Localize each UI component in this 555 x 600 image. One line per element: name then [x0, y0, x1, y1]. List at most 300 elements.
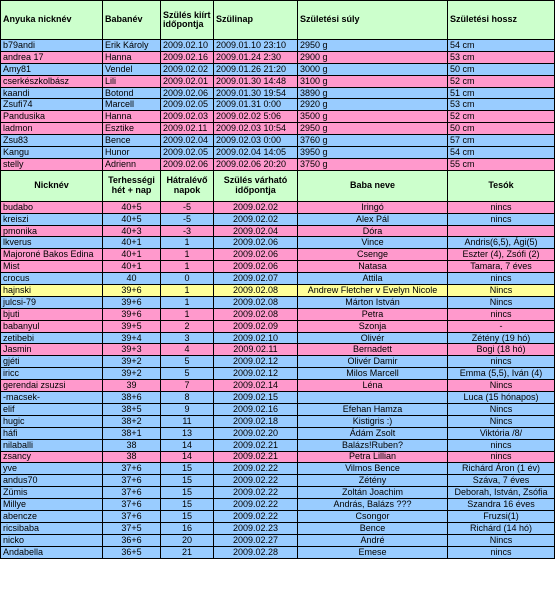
cell-days-left: 21 [161, 546, 214, 558]
cell-birth-length: 50 cm [448, 63, 555, 75]
cell-siblings: Nincs [448, 403, 555, 415]
cell-expected-date: 2009.02.08 [214, 308, 298, 320]
cell-baby-name: Iringó [298, 201, 448, 213]
cell-siblings: Andris(6,5), Ági(5) [448, 237, 555, 249]
cell-pregnancy-week: 38+1 [103, 427, 161, 439]
cell-nickname: nilaballi [1, 439, 103, 451]
cell-nickname: crocus [1, 273, 103, 285]
cell-baby-name: Milos Marcell [298, 368, 448, 380]
cell-baby-name: Hanna [103, 111, 161, 123]
table-row [1, 415, 555, 427]
table-row [1, 273, 555, 285]
header-pregnancy-week: Terhességi hét + nap [103, 170, 161, 201]
cell-birth-length: 50 cm [448, 123, 555, 135]
cell-nickname: Zümis [1, 487, 103, 499]
table-row [1, 320, 555, 332]
cell-days-left: -5 [161, 201, 214, 213]
cell-birthday: 2009.02.03 10:54 [214, 123, 298, 135]
cell-expected-date: 2009.02.09 [214, 320, 298, 332]
cell-due-date: 2009.02.06 [161, 158, 214, 170]
cell-baby-name: Vendel [103, 63, 161, 75]
cell-pregnancy-week: 38+6 [103, 392, 161, 404]
cell-pregnancy-week: 40+1 [103, 249, 161, 261]
cell-mother-nick: Zsufi74 [1, 99, 103, 111]
cell-baby-name: Adrienn [103, 158, 161, 170]
cell-baby-name: Erik Károly [103, 40, 161, 52]
table-row [1, 499, 555, 511]
table-row [1, 261, 555, 273]
cell-baby-name: Léna [298, 380, 448, 392]
cell-pregnancy-week: 37+6 [103, 463, 161, 475]
cell-nickname: hajnski [1, 285, 103, 297]
cell-pregnancy-week: 37+6 [103, 499, 161, 511]
cell-baby-name: Emese [298, 546, 448, 558]
cell-birthday: 2009.01.30 14:48 [214, 75, 298, 87]
cell-nickname: Millye [1, 499, 103, 511]
cell-birthday: 2009.02.02 5:06 [214, 111, 298, 123]
cell-siblings: nincs [448, 308, 555, 320]
cell-due-date: 2009.02.04 [161, 135, 214, 147]
cell-nickname: zsancy [1, 451, 103, 463]
cell-nickname: nicko [1, 534, 103, 546]
cell-baby-name: Szonja [298, 320, 448, 332]
cell-pregnancy-week: 39+4 [103, 332, 161, 344]
cell-siblings: nincs [448, 546, 555, 558]
cell-nickname: iricc [1, 368, 103, 380]
cell-mother-nick: b79andi [1, 40, 103, 52]
cell-siblings: Szandra 16 éves [448, 499, 555, 511]
cell-expected-date: 2009.02.22 [214, 463, 298, 475]
cell-nickname: Jasmin [1, 344, 103, 356]
cell-mother-nick: cserkészkolbász [1, 75, 103, 87]
cell-pregnancy-week: 40+5 [103, 213, 161, 225]
cell-baby-name: Ádám Zsolt [298, 427, 448, 439]
cell-birth-weight: 3760 g [298, 135, 448, 147]
cell-siblings: Luca (15 hónapos) [448, 392, 555, 404]
cell-pregnancy-week: 40+1 [103, 237, 161, 249]
cell-nickname: babanyul [1, 320, 103, 332]
cell-baby-name: Bernadett [298, 344, 448, 356]
cell-birthday: 2009.01.26 21:20 [214, 63, 298, 75]
cell-siblings: Nincs [448, 534, 555, 546]
cell-pregnancy-week: 39+6 [103, 296, 161, 308]
cell-birth-length: 54 cm [448, 147, 555, 159]
cell-due-date: 2009.02.11 [161, 123, 214, 135]
cell-days-left: 1 [161, 249, 214, 261]
cell-birth-weight: 3750 g [298, 158, 448, 170]
cell-days-left: 15 [161, 475, 214, 487]
cell-baby-name: Olivér [298, 332, 448, 344]
cell-nickname: abencze [1, 510, 103, 522]
cell-siblings: Viktória /8/ [448, 427, 555, 439]
cell-nickname: Andabella [1, 546, 103, 558]
cell-baby-name: Bence [103, 135, 161, 147]
table-row [1, 380, 555, 392]
header-nickname: Nicknév [1, 170, 103, 201]
table-row [1, 111, 555, 123]
cell-baby-name: Vince [298, 237, 448, 249]
cell-expected-date: 2009.02.28 [214, 546, 298, 558]
born-table-header-row [1, 1, 555, 40]
cell-pregnancy-week: 37+6 [103, 510, 161, 522]
table-row [1, 392, 555, 404]
cell-days-left: 5 [161, 368, 214, 380]
cell-nickname: budabo [1, 201, 103, 213]
cell-days-left: 7 [161, 380, 214, 392]
cell-baby-name: Csenge [298, 249, 448, 261]
cell-birth-length: 51 cm [448, 87, 555, 99]
cell-expected-date: 2009.02.08 [214, 296, 298, 308]
cell-due-date: 2009.02.06 [161, 87, 214, 99]
cell-birthday: 2009.01.30 19:54 [214, 87, 298, 99]
cell-pregnancy-week: 39+2 [103, 356, 161, 368]
cell-due-date: 2009.02.05 [161, 147, 214, 159]
cell-mother-nick: kaandi [1, 87, 103, 99]
table-row [1, 158, 555, 170]
table-row [1, 63, 555, 75]
table-row [1, 296, 555, 308]
cell-baby-name: Attila [298, 273, 448, 285]
cell-nickname: Mist [1, 261, 103, 273]
cell-expected-date: 2009.02.22 [214, 475, 298, 487]
cell-birthday: 2009.02.03 0:00 [214, 135, 298, 147]
cell-siblings: Fruzsi(1) [448, 510, 555, 522]
cell-baby-name: Andrew Fletcher v Evelyn Nicole [298, 285, 448, 297]
cell-siblings: nincs [448, 213, 555, 225]
cell-expected-date: 2009.02.04 [214, 225, 298, 237]
cell-expected-date: 2009.02.12 [214, 356, 298, 368]
cell-nickname: ricsibaba [1, 522, 103, 534]
cell-baby-name: Marcell [103, 99, 161, 111]
cell-baby-name: Lili [103, 75, 161, 87]
table-row [1, 546, 555, 558]
cell-pregnancy-week: 37+6 [103, 487, 161, 499]
table-row [1, 534, 555, 546]
born-babies-table [0, 0, 555, 171]
cell-due-date: 2009.02.16 [161, 51, 214, 63]
cell-birth-weight: 3500 g [298, 111, 448, 123]
table-row [1, 51, 555, 63]
cell-days-left: 1 [161, 285, 214, 297]
cell-baby-name: Botond [103, 87, 161, 99]
cell-baby-name: Csongor [298, 510, 448, 522]
cell-siblings: nincs [448, 273, 555, 285]
cell-expected-date: 2009.02.02 [214, 201, 298, 213]
cell-siblings: Nincs [448, 285, 555, 297]
cell-expected-date: 2009.02.21 [214, 451, 298, 463]
header-days-left: Hátralévő napok [161, 170, 214, 201]
cell-due-date: 2009.02.10 [161, 40, 214, 52]
cell-siblings: nincs [448, 356, 555, 368]
cell-nickname: gerendai zsuzsi [1, 380, 103, 392]
cell-baby-name: Alex Pál [298, 213, 448, 225]
cell-days-left: 1 [161, 237, 214, 249]
cell-expected-date: 2009.02.02 [214, 213, 298, 225]
cell-nickname: pmonika [1, 225, 103, 237]
cell-pregnancy-week: 39 [103, 380, 161, 392]
table-row [1, 368, 555, 380]
cell-birthday: 2009.01.24 2:30 [214, 51, 298, 63]
cell-days-left: 20 [161, 534, 214, 546]
cell-expected-date: 2009.02.06 [214, 261, 298, 273]
table-row [1, 451, 555, 463]
cell-birth-weight: 3100 g [298, 75, 448, 87]
table-row [1, 439, 555, 451]
table-row [1, 87, 555, 99]
cell-expected-date: 2009.02.06 [214, 237, 298, 249]
cell-nickname: háfi [1, 427, 103, 439]
header-baby-name: Baba neve [298, 170, 448, 201]
table-row [1, 356, 555, 368]
table-row [1, 147, 555, 159]
cell-birth-length: 53 cm [448, 51, 555, 63]
cell-pregnancy-week: 38+5 [103, 403, 161, 415]
cell-baby-name: Petra [298, 308, 448, 320]
cell-pregnancy-week: 39+6 [103, 285, 161, 297]
cell-nickname: hugic [1, 415, 103, 427]
cell-baby-name: Márton István [298, 296, 448, 308]
cell-birth-length: 57 cm [448, 135, 555, 147]
cell-siblings: Nincs [448, 415, 555, 427]
cell-pregnancy-week: 40+5 [103, 201, 161, 213]
header-birthday: Szülinap [214, 1, 298, 40]
header-expected-date: Szülés várható időpontja [214, 170, 298, 201]
cell-expected-date: 2009.02.15 [214, 392, 298, 404]
cell-birth-weight: 3890 g [298, 87, 448, 99]
table-row [1, 475, 555, 487]
expected-babies-table [0, 170, 555, 559]
cell-pregnancy-week: 39+6 [103, 308, 161, 320]
cell-siblings: Bogi (18 hó) [448, 344, 555, 356]
cell-expected-date: 2009.02.21 [214, 439, 298, 451]
cell-baby-name: Olivér Damir [298, 356, 448, 368]
cell-birth-weight: 3000 g [298, 63, 448, 75]
cell-nickname: Majoroné Bakos Edina [1, 249, 103, 261]
cell-siblings: nincs [448, 201, 555, 213]
cell-baby-name: Petra Lillian [298, 451, 448, 463]
cell-pregnancy-week: 39+3 [103, 344, 161, 356]
cell-siblings: nincs [448, 439, 555, 451]
cell-mother-nick: Amy81 [1, 63, 103, 75]
cell-expected-date: 2009.02.22 [214, 510, 298, 522]
cell-days-left: 16 [161, 522, 214, 534]
table-row [1, 522, 555, 534]
cell-pregnancy-week: 38 [103, 451, 161, 463]
cell-expected-date: 2009.02.27 [214, 534, 298, 546]
cell-baby-name: Balázs!Ruben? [298, 439, 448, 451]
cell-due-date: 2009.02.03 [161, 111, 214, 123]
cell-expected-date: 2009.02.08 [214, 285, 298, 297]
cell-birth-length: 52 cm [448, 75, 555, 87]
cell-days-left: 1 [161, 261, 214, 273]
cell-expected-date: 2009.02.16 [214, 403, 298, 415]
table-row [1, 75, 555, 87]
cell-expected-date: 2009.02.22 [214, 499, 298, 511]
cell-days-left: -5 [161, 213, 214, 225]
table-row [1, 225, 555, 237]
cell-baby-name: Zétény [298, 475, 448, 487]
cell-birth-weight: 2950 g [298, 123, 448, 135]
cell-nickname: andus70 [1, 475, 103, 487]
table-row [1, 123, 555, 135]
cell-pregnancy-week: 37+6 [103, 475, 161, 487]
cell-birth-weight: 3950 g [298, 147, 448, 159]
cell-baby-name: Efehan Hamza [298, 403, 448, 415]
cell-birth-length: 54 cm [448, 40, 555, 52]
cell-baby-name: Bence [298, 522, 448, 534]
cell-due-date: 2009.02.05 [161, 99, 214, 111]
header-baby-name: Babanév [103, 1, 161, 40]
cell-pregnancy-week: 39+5 [103, 320, 161, 332]
expected-table-header-row [1, 170, 555, 201]
cell-birth-length: 52 cm [448, 111, 555, 123]
cell-birth-length: 55 cm [448, 158, 555, 170]
cell-siblings: Richárd (14 hó) [448, 522, 555, 534]
cell-days-left: 11 [161, 415, 214, 427]
cell-pregnancy-week: 36+5 [103, 546, 161, 558]
cell-days-left: 9 [161, 403, 214, 415]
cell-baby-name [298, 392, 448, 404]
cell-nickname: lkverus [1, 237, 103, 249]
cell-siblings: Eszter (4), Zsófi (2) [448, 249, 555, 261]
table-row [1, 201, 555, 213]
table-row [1, 332, 555, 344]
header-birth-length: Születési hossz [448, 1, 555, 40]
cell-nickname: -macsek- [1, 392, 103, 404]
cell-baby-name: Natasa [298, 261, 448, 273]
table-row [1, 237, 555, 249]
table-row [1, 403, 555, 415]
cell-mother-nick: stelly [1, 158, 103, 170]
cell-siblings: Deborah, István, Zsófia [448, 487, 555, 499]
cell-birthday: 2009.01.31 0:00 [214, 99, 298, 111]
table-row [1, 40, 555, 52]
cell-days-left: 13 [161, 427, 214, 439]
cell-siblings: nincs [448, 451, 555, 463]
cell-expected-date: 2009.02.14 [214, 380, 298, 392]
cell-baby-name: Esztike [103, 123, 161, 135]
cell-mother-nick: andrea 17 [1, 51, 103, 63]
cell-nickname: elif [1, 403, 103, 415]
cell-baby-name: André [298, 534, 448, 546]
cell-pregnancy-week: 36+6 [103, 534, 161, 546]
cell-days-left: 1 [161, 296, 214, 308]
cell-mother-nick: Zsu83 [1, 135, 103, 147]
cell-pregnancy-week: 37+5 [103, 522, 161, 534]
cell-days-left: 14 [161, 451, 214, 463]
cell-nickname: zetibebi [1, 332, 103, 344]
table-row [1, 135, 555, 147]
cell-siblings: Emma (5,5), Iván (4) [448, 368, 555, 380]
table-row [1, 249, 555, 261]
table-row [1, 99, 555, 111]
cell-nickname: kreiszi [1, 213, 103, 225]
cell-baby-name: Kistigris :) [298, 415, 448, 427]
cell-expected-date: 2009.02.11 [214, 344, 298, 356]
cell-expected-date: 2009.02.07 [214, 273, 298, 285]
cell-siblings: - [448, 320, 555, 332]
cell-nickname: julcsi-79 [1, 296, 103, 308]
cell-days-left: 8 [161, 392, 214, 404]
cell-days-left: -3 [161, 225, 214, 237]
table-row [1, 308, 555, 320]
cell-pregnancy-week: 40+3 [103, 225, 161, 237]
cell-nickname: gjéti [1, 356, 103, 368]
cell-siblings [448, 225, 555, 237]
cell-pregnancy-week: 38+2 [103, 415, 161, 427]
cell-days-left: 2 [161, 320, 214, 332]
cell-birth-weight: 2950 g [298, 40, 448, 52]
cell-siblings: Nincs [448, 380, 555, 392]
cell-expected-date: 2009.02.18 [214, 415, 298, 427]
cell-expected-date: 2009.02.22 [214, 487, 298, 499]
cell-days-left: 14 [161, 439, 214, 451]
table-row [1, 487, 555, 499]
cell-expected-date: 2009.02.06 [214, 249, 298, 261]
cell-siblings: Richárd Áron (1 év) [448, 463, 555, 475]
cell-pregnancy-week: 39+2 [103, 368, 161, 380]
cell-days-left: 15 [161, 499, 214, 511]
cell-birth-length: 53 cm [448, 99, 555, 111]
cell-pregnancy-week: 40 [103, 273, 161, 285]
cell-birth-weight: 2900 g [298, 51, 448, 63]
cell-mother-nick: Kangu [1, 147, 103, 159]
cell-pregnancy-week: 38 [103, 439, 161, 451]
cell-expected-date: 2009.02.12 [214, 368, 298, 380]
table-row [1, 344, 555, 356]
cell-baby-name: András, Balázs ??? [298, 499, 448, 511]
cell-siblings: Zétény (19 hó) [448, 332, 555, 344]
cell-mother-nick: ladmon [1, 123, 103, 135]
cell-days-left: 15 [161, 487, 214, 499]
header-siblings: Tesók [448, 170, 555, 201]
cell-baby-name: Dóra [298, 225, 448, 237]
cell-baby-name: Hanna [103, 51, 161, 63]
cell-birth-weight: 2920 g [298, 99, 448, 111]
cell-days-left: 1 [161, 308, 214, 320]
table-row [1, 510, 555, 522]
header-mother-nick: Anyuka nicknév [1, 1, 103, 40]
cell-nickname: yve [1, 463, 103, 475]
cell-baby-name: Hunor [103, 147, 161, 159]
cell-expected-date: 2009.02.20 [214, 427, 298, 439]
cell-siblings: Száva, 7 éves [448, 475, 555, 487]
cell-siblings: Nincs [448, 296, 555, 308]
cell-baby-name: Zoltán Joachim [298, 487, 448, 499]
cell-days-left: 15 [161, 510, 214, 522]
header-due-date: Szülés kiírt időpontja [161, 1, 214, 40]
cell-birthday: 2009.02.04 14:05 [214, 147, 298, 159]
cell-mother-nick: Pandusika [1, 111, 103, 123]
cell-days-left: 15 [161, 463, 214, 475]
cell-days-left: 3 [161, 332, 214, 344]
cell-expected-date: 2009.02.23 [214, 522, 298, 534]
cell-due-date: 2009.02.02 [161, 63, 214, 75]
cell-days-left: 4 [161, 344, 214, 356]
table-row [1, 463, 555, 475]
cell-nickname: bjuti [1, 308, 103, 320]
cell-pregnancy-week: 40+1 [103, 261, 161, 273]
cell-due-date: 2009.02.01 [161, 75, 214, 87]
cell-siblings: Tamara, 7 éves [448, 261, 555, 273]
cell-birthday: 2009.02.06 20:20 [214, 158, 298, 170]
header-birth-weight: Születési súly [298, 1, 448, 40]
cell-birthday: 2009.01.10 23:10 [214, 40, 298, 52]
table-row [1, 213, 555, 225]
cell-expected-date: 2009.02.10 [214, 332, 298, 344]
cell-days-left: 5 [161, 356, 214, 368]
table-row [1, 427, 555, 439]
